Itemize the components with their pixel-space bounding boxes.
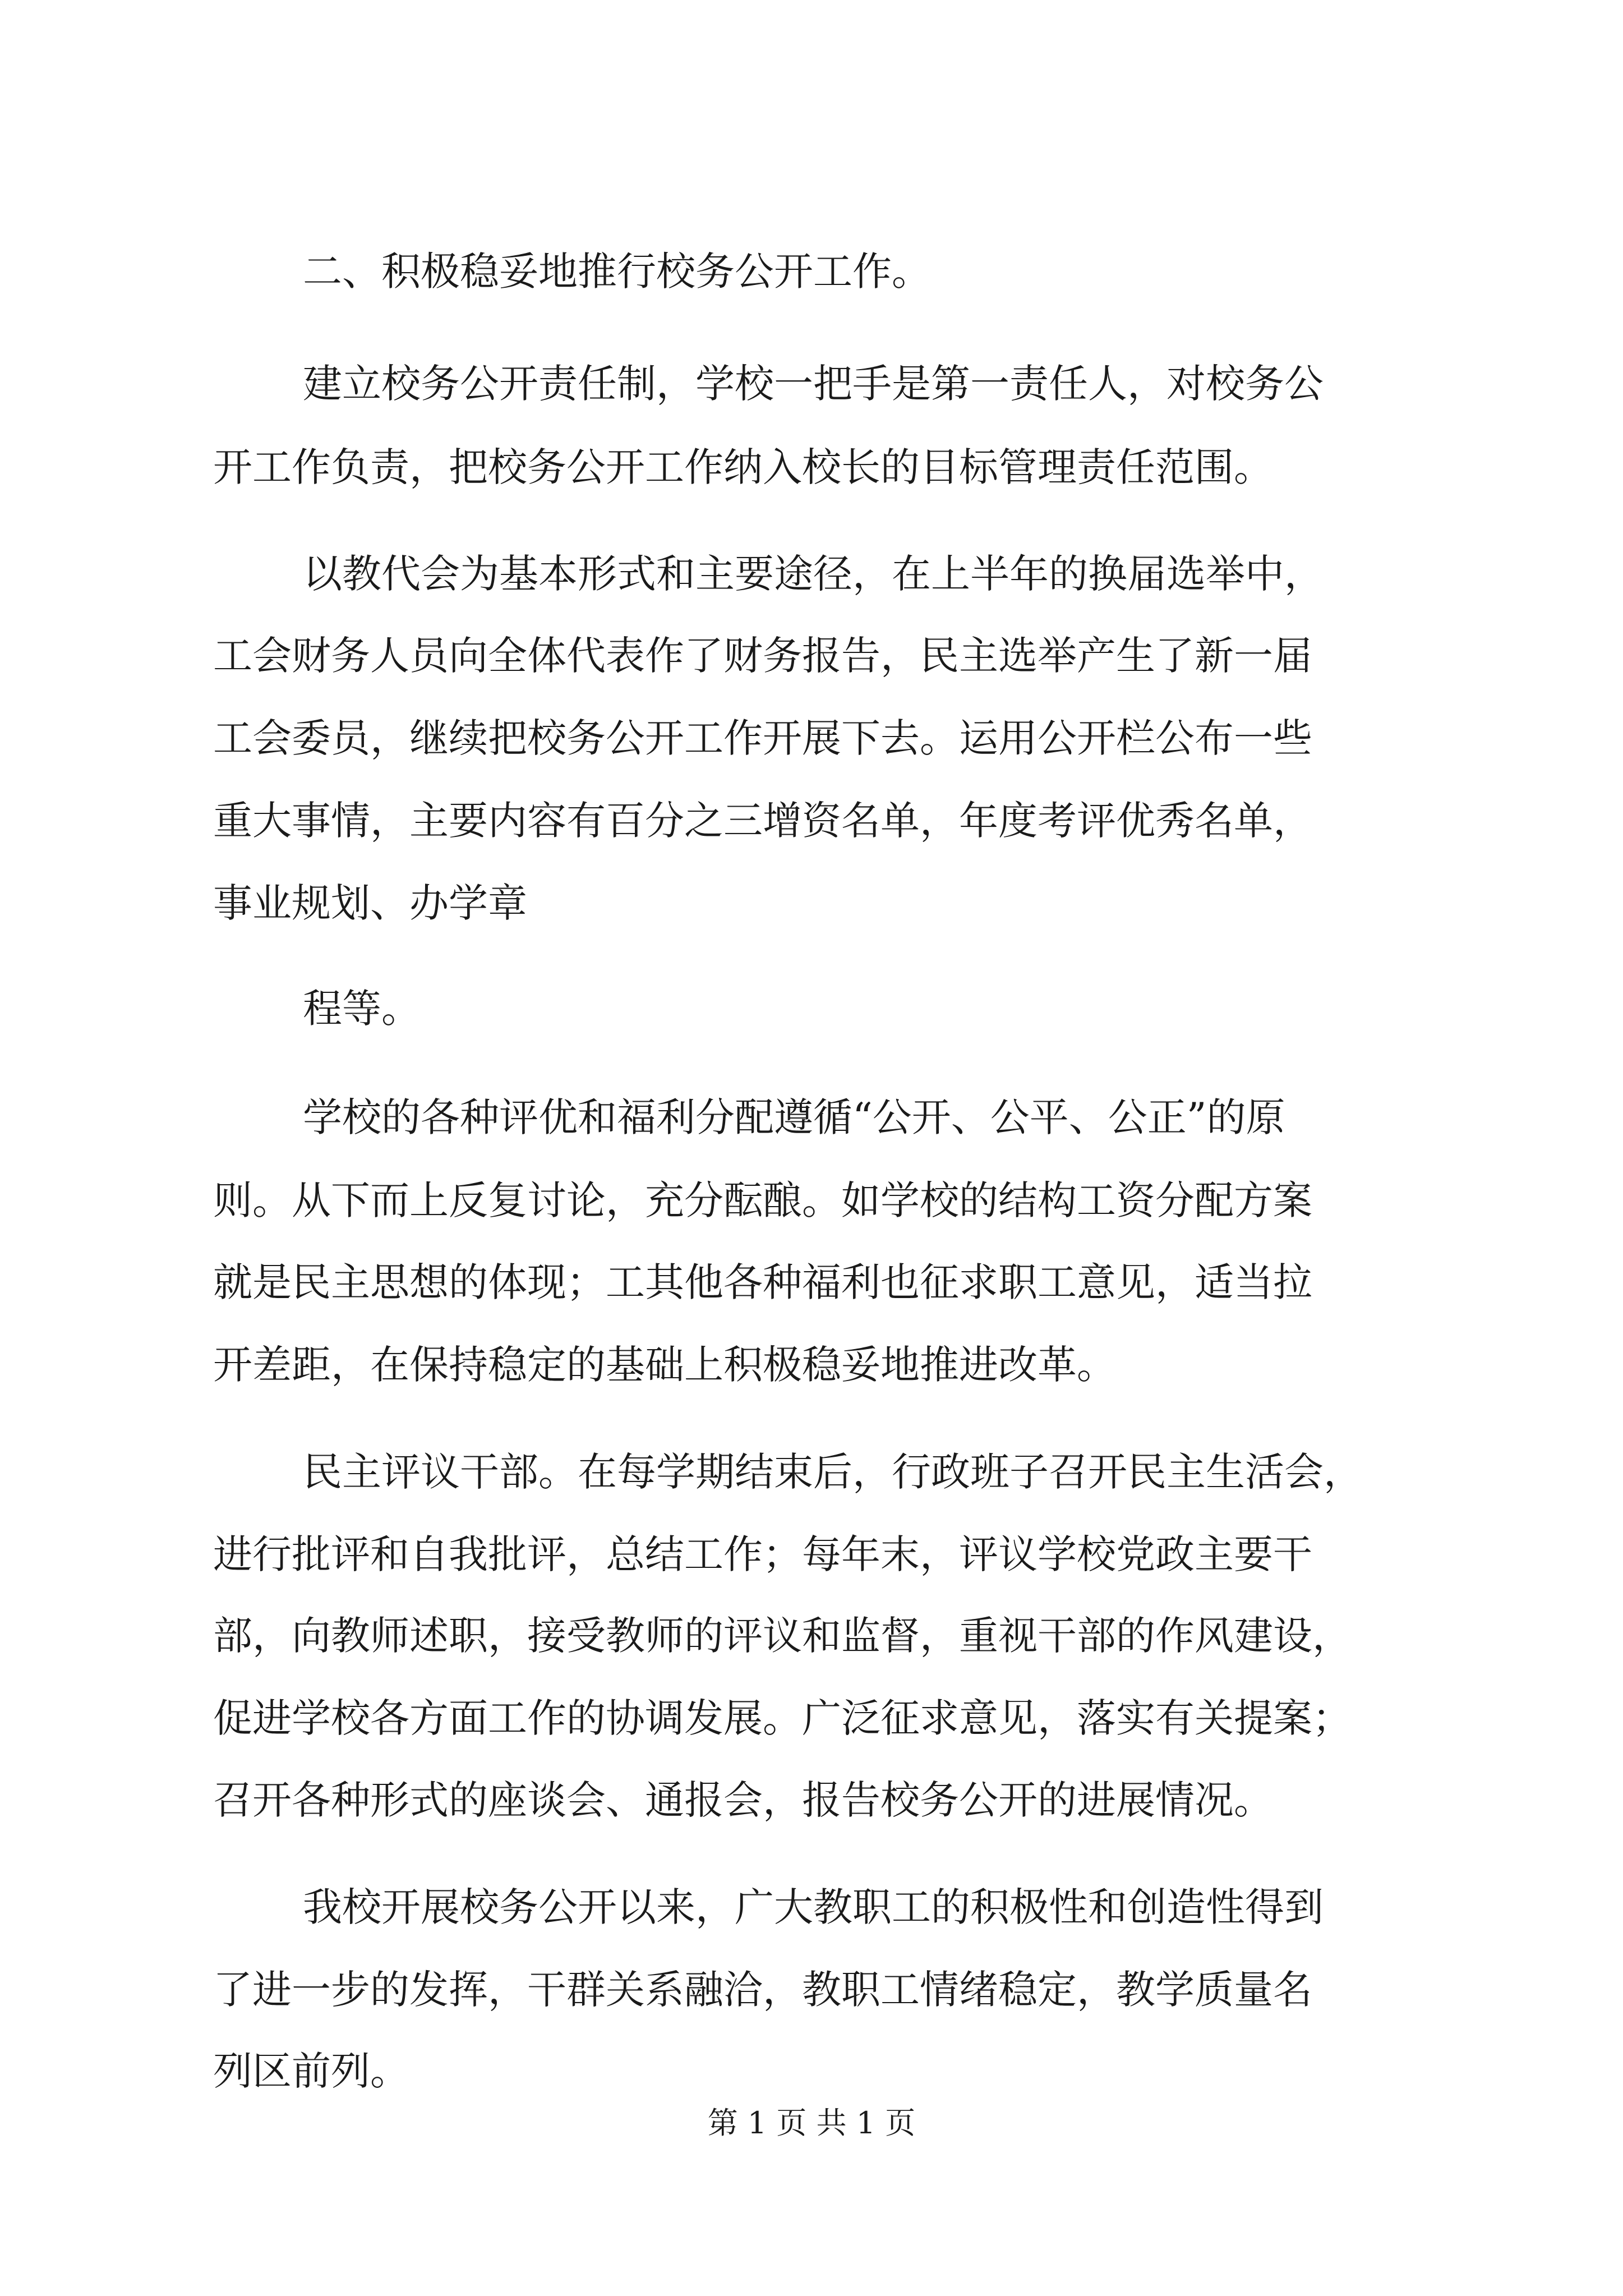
paragraph-line: 事业规划、办学章	[213, 880, 527, 926]
paragraph-line: 学校的各种评优和福利分配遵循“公开、公平、公正”的原	[303, 1094, 1285, 1141]
paragraph-line: 召开各种形式的座谈会、通报会，报告校务公开的进展情况。	[213, 1777, 1273, 1823]
text-line	[0, 1254, 1623, 1316]
text-line	[0, 1608, 1623, 1669]
paragraph-line: 促进学校各方面工作的协调发展。广泛征求意见，落实有关提案；	[213, 1695, 1352, 1742]
page-number: 第 1 页 共 1 页	[707, 2105, 916, 2141]
paragraph-line: 以教代会为基本形式和主要途径，在上半年的换届选举中，	[303, 551, 1324, 597]
paragraph-line: 部，向教师述职，接受教师的评议和监督，重视干部的作风建设，	[213, 1613, 1352, 1659]
paragraph-line: 工会委员，继续把校务公开工作开展下去。运用公开栏公布一些	[213, 715, 1312, 762]
paragraph-line: 则。从下而上反复讨论，充分酝酿。如学校的结构工资分配方案	[213, 1177, 1312, 1224]
text-line	[0, 356, 1623, 417]
paragraph-line: 工会财务人员向全体代表作了财务报告，民主选举产生了新一届	[213, 633, 1312, 679]
section-heading: 二、积极稳妥地推行校务公开工作。	[303, 248, 931, 295]
text-line	[0, 981, 1623, 1042]
paragraph-line: 开差距，在保持稳定的基础上积极稳妥地推进改革。	[213, 1341, 1116, 1388]
text-line	[0, 875, 1623, 937]
paragraph-line: 列区前列。	[213, 2047, 409, 2094]
text-line	[0, 1172, 1623, 1234]
text-line	[0, 1444, 1623, 1506]
text-line	[0, 1772, 1623, 1834]
text-line	[0, 546, 1623, 608]
text-line	[0, 1962, 1623, 2023]
text-line	[0, 1337, 1623, 1398]
text-line	[0, 1526, 1623, 1588]
paragraph-line: 建立校务公开责任制，学校一把手是第一责任人，对校务公	[303, 360, 1324, 407]
paragraph-line: 就是民主思想的体现；工其他各种福利也征求职工意见，适当拉	[213, 1259, 1312, 1305]
paragraph-line: 程等。	[303, 985, 421, 1032]
text-line	[0, 439, 1623, 501]
text-line	[0, 243, 1623, 305]
page-footer	[0, 2098, 1623, 2148]
text-line	[0, 1879, 1623, 1941]
paragraph-line: 了进一步的发挥，干群关系融洽，教职工情绪稳定，教学质量名	[213, 1966, 1312, 2013]
text-line	[0, 793, 1623, 854]
text-line	[0, 1690, 1623, 1752]
text-line	[0, 2043, 1623, 2105]
paragraph-line: 重大事情，主要内容有百分之三增资名单，年度考评优秀名单，	[213, 797, 1312, 844]
paragraph-line: 我校开展校务公开以来，广大教职工的积极性和创造性得到	[303, 1884, 1324, 1930]
text-line	[0, 710, 1623, 772]
paragraph-line: 开工作负责，把校务公开工作纳入校长的目标管理责任范围。	[213, 444, 1273, 490]
paragraph-line: 民主评议干部。在每学期结束后，行政班子召开民主生活会，	[303, 1448, 1363, 1495]
paragraph-line: 进行批评和自我批评，总结工作；每年末，评议学校党政主要干	[213, 1531, 1312, 1578]
text-line	[0, 628, 1623, 689]
text-line	[0, 1089, 1623, 1151]
